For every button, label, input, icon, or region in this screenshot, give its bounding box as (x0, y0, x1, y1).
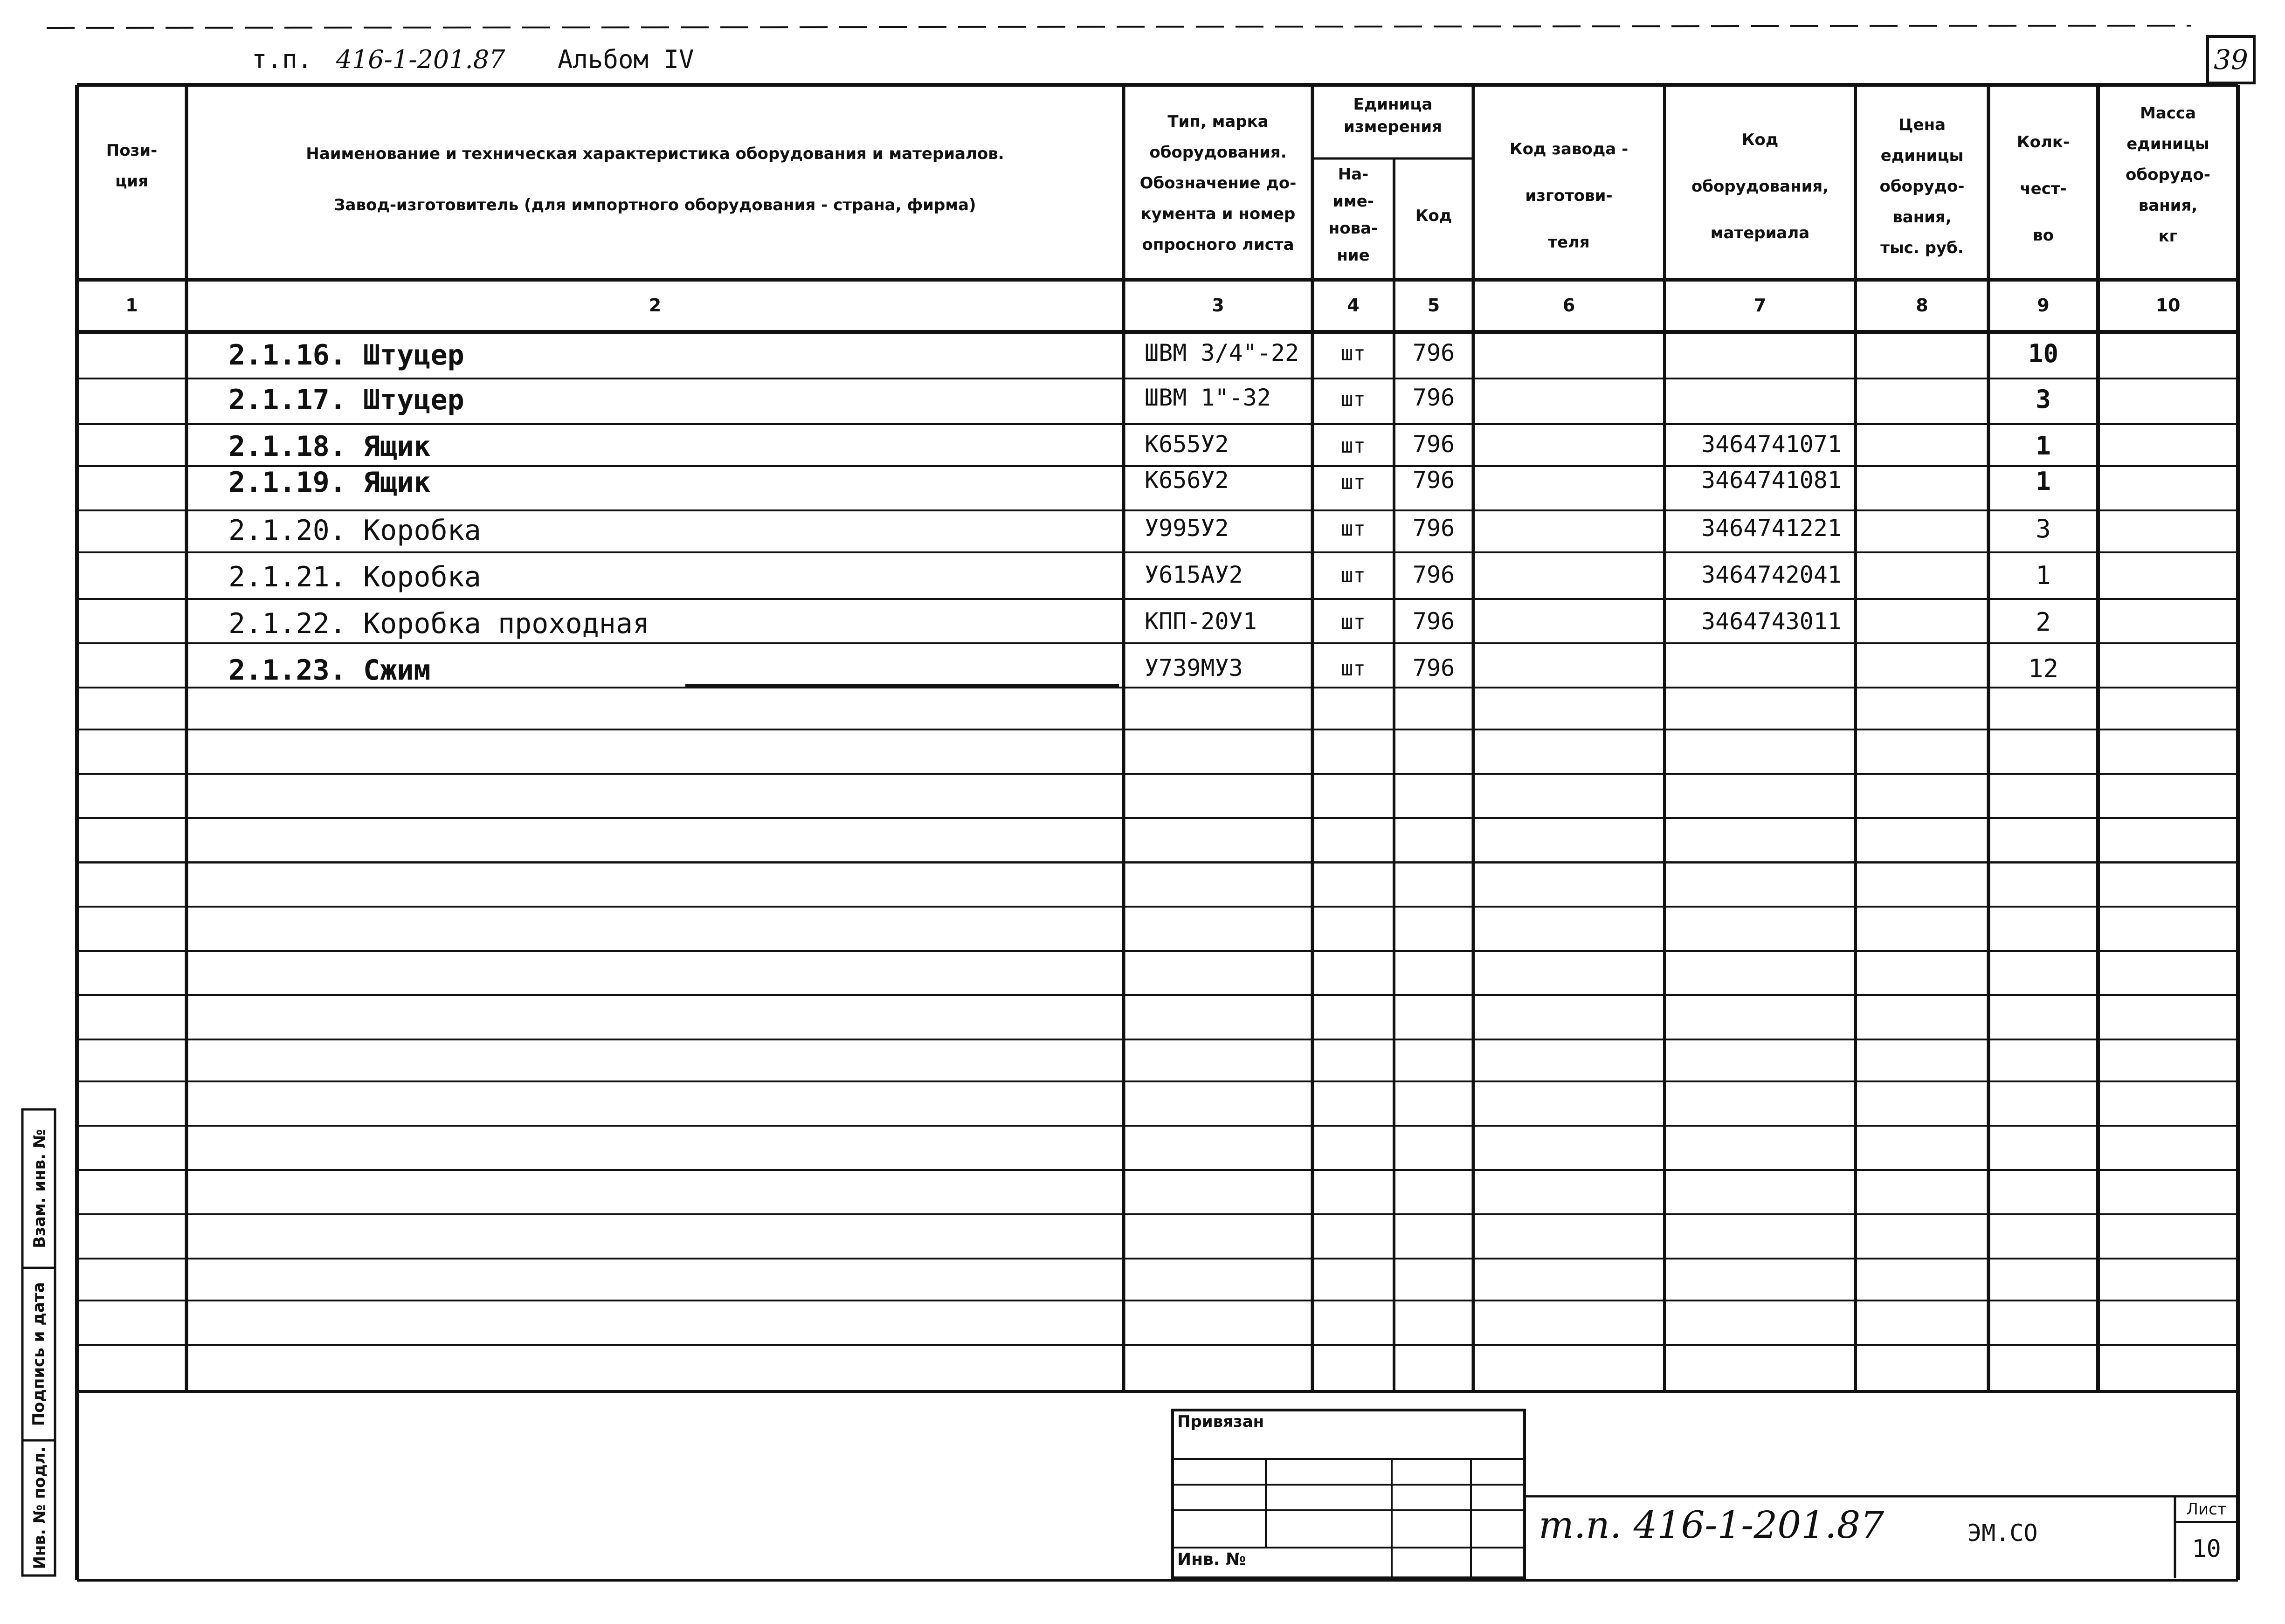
item-material-code: 3464741071 (1701, 431, 1842, 458)
side-stamp-signature-date: Подпись и дата (29, 1282, 48, 1426)
col-header-line: Тип, марка (1167, 112, 1269, 131)
item-unit-code: 796 (1412, 561, 1455, 588)
item-type: К656У2 (1145, 467, 1229, 494)
item-material-code (1664, 332, 1842, 374)
item-material-code: 3464741081 (1701, 467, 1842, 494)
col-header-quantity (1988, 119, 2098, 259)
item-type: ШВМ 1"-32 (1145, 384, 1271, 411)
sheet-label: Лист (2186, 1500, 2227, 1519)
column-number: 10 (2155, 295, 2181, 316)
col-header-line: оборудования. (1149, 143, 1287, 162)
col-header-line: опросного листа (1142, 235, 1294, 254)
col-header-line: материала (1710, 224, 1810, 242)
col-header-line: Код (1741, 131, 1779, 149)
side-stamp-replaced-inv: Взам. инв. № (30, 1129, 49, 1248)
col-header-line: единицы (1880, 146, 1964, 165)
col-header-line: Пози- (106, 141, 158, 160)
item-unit-code: 796 (1412, 608, 1455, 635)
col-header-line: На- (1338, 165, 1369, 184)
item-unit-code: 796 (1412, 339, 1455, 366)
column-number: 8 (1916, 295, 1928, 316)
item-unit-code: 796 (1412, 515, 1455, 542)
item-type: У995У2 (1145, 515, 1229, 542)
item-unit-code: 796 (1412, 654, 1455, 681)
col-header-unit-code: Код (1415, 206, 1452, 225)
item-name: 2.1.17. Штуцер (228, 384, 464, 416)
doc-number: т.п. 416-1-201.87 (1539, 1503, 1885, 1547)
item-quantity: 1 (2036, 467, 2051, 496)
col-header-position (77, 135, 186, 197)
col-header-material-code (1664, 117, 1856, 256)
privyazan-label: Привязан (1177, 1412, 1264, 1431)
item-quantity: 3 (2036, 385, 2051, 414)
col-header-line: кг (2158, 227, 2178, 246)
item-unit: шт (1341, 564, 1366, 587)
item-name: 2.1.18. Ящик (228, 430, 431, 463)
item-quantity: 10 (2028, 339, 2059, 368)
col-header-line: теля (1548, 233, 1590, 252)
item-type: ШВМ 3/4"-22 (1145, 339, 1299, 366)
column-number: 5 (1427, 295, 1440, 316)
column-number: 6 (1562, 295, 1575, 316)
col-header-line: Обозначение до- (1139, 174, 1297, 193)
item-material-code (1664, 377, 1842, 419)
item-name: 2.1.16. Штуцер (228, 339, 464, 372)
col-header-line: Код завода - (1509, 140, 1629, 158)
item-quantity: 1 (2036, 431, 2051, 461)
col-header-line: ние (1337, 246, 1370, 265)
item-material-code: 3464742041 (1701, 561, 1842, 588)
col-header-line: во (2033, 226, 2054, 245)
col-header-line: единицы (2126, 135, 2209, 153)
item-name: 2.1.23. Сжим (228, 654, 431, 687)
col-header-line: кумента и номер (1140, 205, 1296, 223)
col-header-line: Цена (1898, 116, 1946, 134)
page-header (252, 41, 811, 78)
col-header-name (186, 128, 1124, 231)
item-unit: шт (1341, 387, 1366, 411)
col-header-line: ция (115, 172, 148, 191)
item-unit-code: 796 (1412, 431, 1455, 458)
col-header-unit-name (1312, 161, 1394, 269)
col-header-line: оборудования, (1691, 177, 1829, 196)
item-name: 2.1.20. Коробка (228, 514, 481, 547)
item-unit: шт (1341, 342, 1366, 365)
item-unit: шт (1341, 610, 1366, 634)
item-name: 2.1.22. Коробка проходная (228, 607, 650, 640)
column-number: 7 (1753, 295, 1767, 316)
col-header-line: измерения (1344, 117, 1442, 136)
col-header-line: оборудо- (2126, 165, 2210, 184)
col-header-unit-group (1312, 93, 1473, 138)
tp-number: 416-1-201.87 (336, 45, 505, 74)
col-header-factory-code (1473, 126, 1664, 266)
item-material-code (1664, 647, 1842, 689)
column-number: 2 (649, 295, 662, 316)
item-unit: шт (1341, 657, 1366, 681)
sheet-number: 39 (2214, 44, 2248, 76)
item-type: К655У2 (1145, 431, 1229, 458)
col-header-line: Колк- (2016, 133, 2070, 151)
item-name: 2.1.21. Коробка (228, 561, 481, 593)
side-stamp-inv-original: Инв. № подл. (30, 1446, 49, 1569)
col-header-line: Наименование и техническая характеристика оборудования и материалов. (306, 145, 1004, 163)
col-header-line: чест- (2020, 179, 2067, 198)
album-label: Альбом IV (557, 45, 694, 74)
col-header-line: Завод-изготовитель (для импортного оборудования - страна, фирма) (334, 196, 976, 214)
col-header-line: вания, (2138, 196, 2198, 215)
item-quantity: 2 (2036, 607, 2051, 637)
item-quantity: 1 (2036, 561, 2051, 590)
item-name: 2.1.19. Ящик (228, 466, 431, 499)
item-unit: шт (1341, 434, 1366, 458)
item-type: У615АУ2 (1145, 561, 1243, 588)
sheet-value: 10 (2192, 1535, 2221, 1563)
column-number: 9 (2037, 295, 2050, 316)
doc-code: ЭМ.СО (1967, 1520, 2038, 1547)
col-header-line: вания, (1892, 208, 1952, 227)
column-number: 4 (1347, 295, 1360, 316)
item-type: КПП-20У1 (1145, 608, 1257, 635)
item-type: У739МУ3 (1145, 654, 1243, 681)
item-quantity: 12 (2028, 654, 2059, 683)
col-header-price (1856, 110, 1988, 263)
item-quantity: 3 (2036, 514, 2051, 544)
col-header-line: Единица (1353, 95, 1433, 114)
tp-label: т.п. (252, 45, 313, 74)
column-number: 3 (1212, 295, 1224, 316)
col-header-type (1124, 106, 1312, 260)
item-material-code: 3464741221 (1701, 515, 1842, 542)
col-header-line: оборудо- (1879, 177, 1965, 196)
col-header-line: изготови- (1525, 186, 1613, 205)
column-number: 1 (125, 295, 138, 316)
item-unit-code: 796 (1412, 467, 1455, 494)
inv-no-label: Инв. № (1177, 1550, 1246, 1569)
col-header-line: име- (1332, 192, 1374, 211)
col-header-line: нова- (1328, 219, 1378, 238)
item-unit-code: 796 (1412, 384, 1455, 411)
item-unit: шт (1341, 470, 1366, 494)
col-header-line: Масса (2140, 104, 2196, 123)
item-material-code: 3464743011 (1701, 608, 1842, 635)
item-unit: шт (1341, 517, 1366, 541)
col-header-line: тыс. руб. (1880, 239, 1964, 257)
col-header-mass (2098, 98, 2238, 252)
